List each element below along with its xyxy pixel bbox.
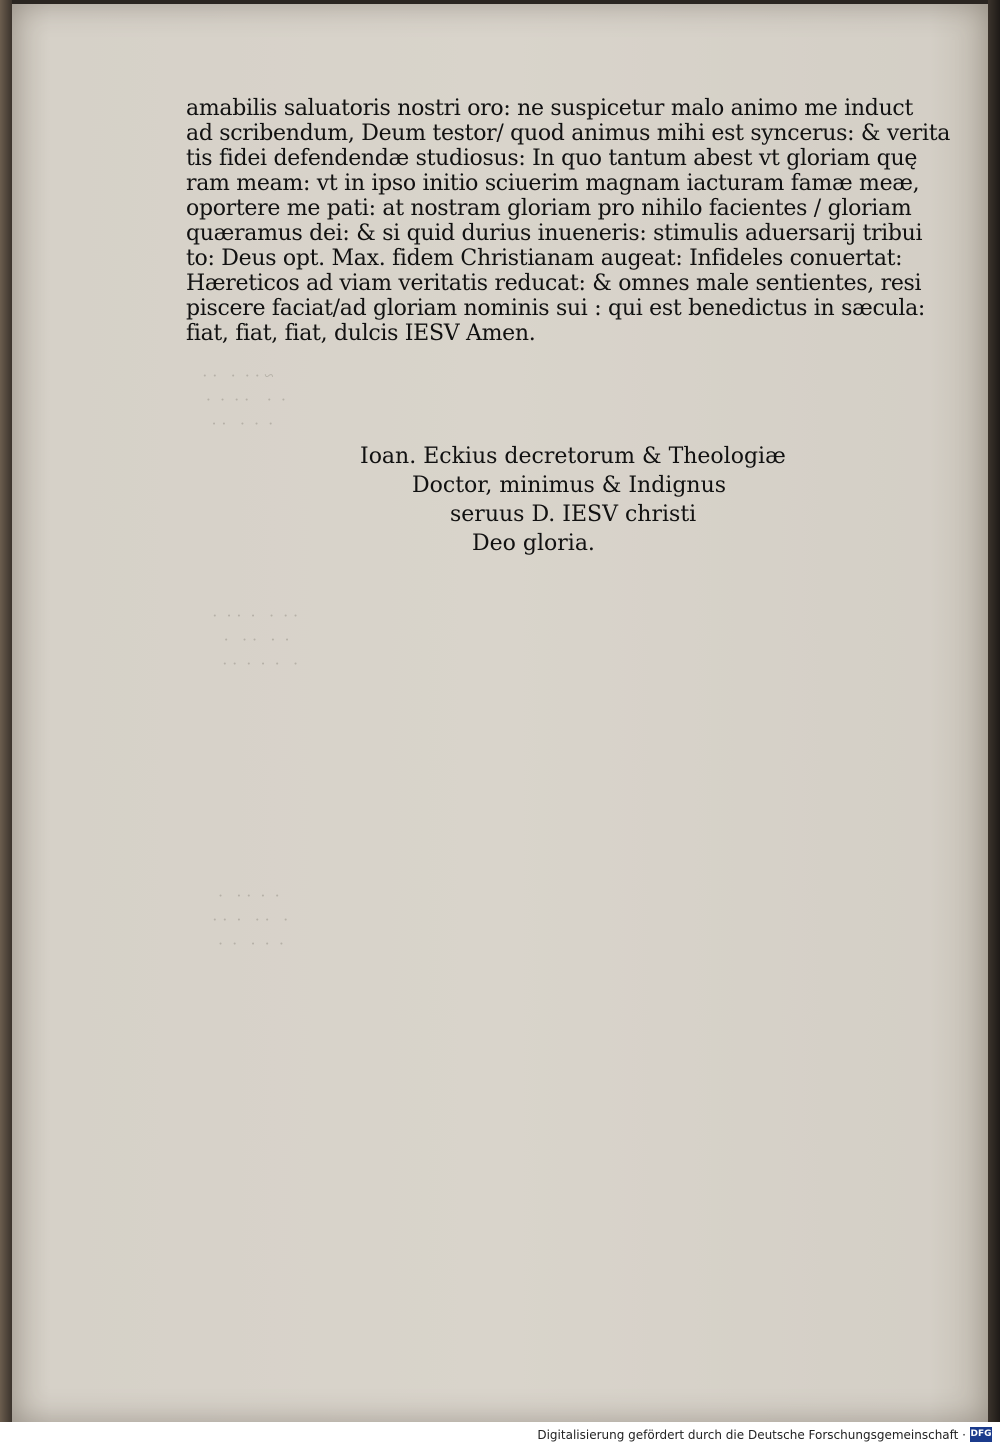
text-line: ad scribendum, Deum testor/ quod animus mihi est syncerus: & verita	[186, 121, 951, 146]
show-through-text: · · · · · · · · · · · · · · · · · ·	[212, 606, 299, 673]
text-line: oportere me pati: at nostram gloriam pro nihilo facientes / gloriam	[186, 196, 912, 221]
funding-credit: Digitalisierung gefördert durch die Deutsche Forschungsgemeinschaft ·	[537, 1428, 966, 1442]
book-edge-right	[988, 0, 1000, 1430]
signature-line-title: Doctor, minimus & Indignus	[412, 473, 727, 498]
digitization-footer	[0, 1422, 1000, 1448]
show-through-text: · · · · · · · · · · · · · · · ·	[212, 886, 289, 953]
signature-block	[350, 442, 790, 558]
main-text-block	[186, 96, 951, 346]
book-edge-left	[0, 0, 12, 1430]
text-line: tis fidei defendendæ studiosus: In quo tantum abest vt gloriam quę	[186, 146, 918, 171]
signature-line-servant: seruus D. IESV christi	[450, 502, 697, 527]
signature-line-closing: Deo gloria.	[472, 531, 595, 556]
text-line: to: Deus opt. Max. fidem Christianam augeat: Infideles conuertat:	[186, 246, 903, 271]
dfg-logo-icon: DFG	[970, 1427, 992, 1442]
text-line: quæramus dei: & si quid durius inueneris: stimulis aduersarij tribui	[186, 221, 923, 246]
text-line: fiat, fiat, fiat, dulcis IESV Amen.	[186, 321, 536, 346]
text-line: amabilis saluatoris nostri oro: ne suspicetur malo animo me induct	[186, 96, 913, 121]
text-line: piscere faciat/ad gloriam nominis sui : qui est benedictus in sæcula:	[186, 296, 926, 321]
signature-line-author: Ioan. Eckius decretorum & Theologiæ	[360, 444, 786, 469]
text-line: ram meam: vt in ipso initio sciuerim magnam iacturam famæ meæ,	[186, 171, 920, 196]
show-through-text: ~ · · · · · · · · · · · · · · · ·	[202, 366, 287, 433]
text-line: Hæreticos ad viam veritatis reducat: & omnes male sentientes, resi	[186, 271, 922, 296]
